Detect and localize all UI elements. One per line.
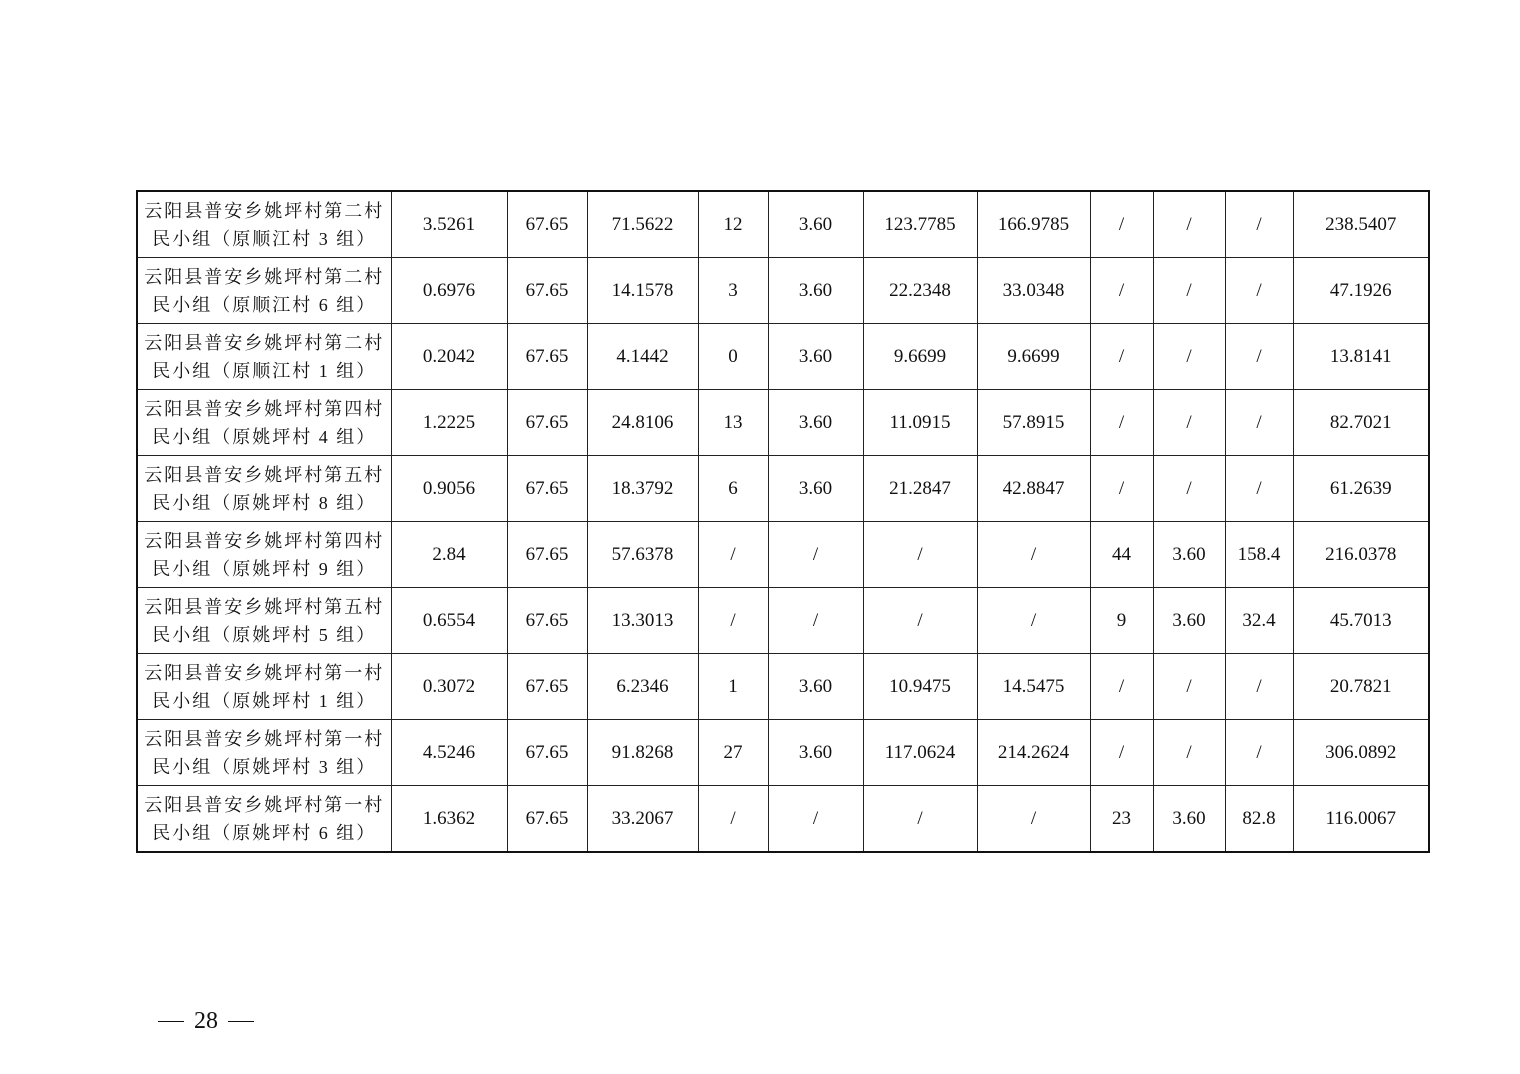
village-group-name-line: 云阳县普安乡姚坪村第四村 xyxy=(144,398,385,419)
table-cell: 116.0067 xyxy=(1293,786,1429,853)
table-cell: 3.5261 xyxy=(391,191,507,258)
table-cell: 216.0378 xyxy=(1293,522,1429,588)
table-cell: / xyxy=(977,588,1090,654)
table-cell: 47.1926 xyxy=(1293,258,1429,324)
village-group-name-cell xyxy=(137,720,391,786)
footer-dash-right xyxy=(228,1021,254,1023)
table-cell: 10.9475 xyxy=(863,654,977,720)
table-cell: / xyxy=(977,522,1090,588)
table-cell: / xyxy=(698,522,768,588)
village-group-name-line: 云阳县普安乡姚坪村第一村 xyxy=(144,794,385,815)
table-cell: 0 xyxy=(698,324,768,390)
table-row xyxy=(137,191,1429,258)
table-cell: 0.9056 xyxy=(391,456,507,522)
table-cell: 3.60 xyxy=(768,720,863,786)
page-footer xyxy=(158,1008,254,1035)
table-cell: / xyxy=(768,588,863,654)
table-row xyxy=(137,258,1429,324)
table-cell: 11.0915 xyxy=(863,390,977,456)
table-cell: / xyxy=(1225,456,1293,522)
village-group-name-line: 民小组（原姚坪村 8 组） xyxy=(152,492,377,513)
table-cell: 1.2225 xyxy=(391,390,507,456)
village-group-name-cell xyxy=(137,654,391,720)
table-cell: / xyxy=(863,588,977,654)
village-group-name-line: 民小组（原姚坪村 4 组） xyxy=(152,426,377,447)
table-cell: / xyxy=(1153,258,1225,324)
table-cell: 67.65 xyxy=(507,390,587,456)
table-cell: 117.0624 xyxy=(863,720,977,786)
village-group-name-line: 云阳县普安乡姚坪村第二村 xyxy=(144,332,385,353)
village-group-name-line: 云阳县普安乡姚坪村第五村 xyxy=(144,596,385,617)
table-cell: 158.4 xyxy=(1225,522,1293,588)
village-group-name-cell xyxy=(137,324,391,390)
table-cell: 32.4 xyxy=(1225,588,1293,654)
table-cell: / xyxy=(698,786,768,853)
footer-dash-left xyxy=(158,1021,184,1023)
village-group-name-cell xyxy=(137,786,391,853)
table-cell: / xyxy=(1090,720,1153,786)
village-group-name-cell xyxy=(137,191,391,258)
table-cell: 27 xyxy=(698,720,768,786)
table-cell: 82.8 xyxy=(1225,786,1293,853)
village-group-name-line: 云阳县普安乡姚坪村第二村 xyxy=(144,200,385,221)
table-row xyxy=(137,456,1429,522)
table-cell: 91.8268 xyxy=(587,720,698,786)
table-cell: 71.5622 xyxy=(587,191,698,258)
table-cell: 14.5475 xyxy=(977,654,1090,720)
table-cell: / xyxy=(1225,324,1293,390)
village-group-name-cell xyxy=(137,456,391,522)
table-cell: / xyxy=(1090,456,1153,522)
table-cell: / xyxy=(1090,324,1153,390)
table-cell: 9.6699 xyxy=(977,324,1090,390)
village-group-name-line: 民小组（原姚坪村 1 组） xyxy=(152,690,377,711)
table-cell: 3.60 xyxy=(768,456,863,522)
table-cell: / xyxy=(863,786,977,853)
table-cell: 44 xyxy=(1090,522,1153,588)
table-cell: / xyxy=(698,588,768,654)
table-cell: 67.65 xyxy=(507,654,587,720)
table-cell: 67.65 xyxy=(507,522,587,588)
table-cell: 238.5407 xyxy=(1293,191,1429,258)
table-cell: 67.65 xyxy=(507,786,587,853)
village-group-name-line: 民小组（原姚坪村 5 组） xyxy=(152,624,377,645)
table-cell: 67.65 xyxy=(507,324,587,390)
table-cell: / xyxy=(1153,324,1225,390)
table-cell: / xyxy=(863,522,977,588)
table-cell: 67.65 xyxy=(507,258,587,324)
village-group-name-line: 民小组（原姚坪村 9 组） xyxy=(152,558,377,579)
table-cell: / xyxy=(1153,654,1225,720)
village-group-name-cell xyxy=(137,258,391,324)
village-group-name-line: 民小组（原顺江村 6 组） xyxy=(152,294,377,315)
table-cell: 0.6554 xyxy=(391,588,507,654)
table-cell: / xyxy=(768,522,863,588)
table-cell: 9.6699 xyxy=(863,324,977,390)
table-cell: / xyxy=(768,786,863,853)
table-cell: 3.60 xyxy=(768,324,863,390)
table-row xyxy=(137,588,1429,654)
table-cell: 57.6378 xyxy=(587,522,698,588)
table-cell: 4.5246 xyxy=(391,720,507,786)
table-cell: 0.6976 xyxy=(391,258,507,324)
table-cell: 1 xyxy=(698,654,768,720)
table-cell: 0.3072 xyxy=(391,654,507,720)
table-cell: 4.1442 xyxy=(587,324,698,390)
table-cell: / xyxy=(1225,720,1293,786)
table-cell: 67.65 xyxy=(507,720,587,786)
table-cell: 57.8915 xyxy=(977,390,1090,456)
table-cell: / xyxy=(977,786,1090,853)
table-cell: 1.6362 xyxy=(391,786,507,853)
table-cell: 33.2067 xyxy=(587,786,698,853)
table-cell: 12 xyxy=(698,191,768,258)
table-cell: / xyxy=(1153,720,1225,786)
table-cell: / xyxy=(1153,191,1225,258)
table-row xyxy=(137,390,1429,456)
village-group-name-cell xyxy=(137,522,391,588)
table-cell: / xyxy=(1225,191,1293,258)
table-cell: 67.65 xyxy=(507,588,587,654)
table-cell: 3.60 xyxy=(768,258,863,324)
table-cell: 3.60 xyxy=(768,390,863,456)
village-group-name-line: 民小组（原顺江村 3 组） xyxy=(152,228,377,249)
table-cell: 3.60 xyxy=(1153,588,1225,654)
village-group-name-cell xyxy=(137,588,391,654)
village-group-name-line: 民小组（原姚坪村 6 组） xyxy=(152,822,377,843)
table-cell: 45.7013 xyxy=(1293,588,1429,654)
village-group-name-line: 云阳县普安乡姚坪村第四村 xyxy=(144,530,385,551)
table-row xyxy=(137,720,1429,786)
compensation-table xyxy=(136,190,1430,853)
table-row xyxy=(137,522,1429,588)
table-cell: 21.2847 xyxy=(863,456,977,522)
village-group-name-line: 民小组（原姚坪村 3 组） xyxy=(152,756,377,777)
table-cell: 3.60 xyxy=(1153,522,1225,588)
page-number: 28 xyxy=(194,1008,218,1034)
table-cell: 14.1578 xyxy=(587,258,698,324)
table-row xyxy=(137,324,1429,390)
table-cell: 24.8106 xyxy=(587,390,698,456)
table-cell: 306.0892 xyxy=(1293,720,1429,786)
table-cell: / xyxy=(1090,390,1153,456)
table-cell: 6.2346 xyxy=(587,654,698,720)
table-cell: 3.60 xyxy=(768,654,863,720)
table-row xyxy=(137,654,1429,720)
table-cell: / xyxy=(1225,390,1293,456)
village-group-name-line: 民小组（原顺江村 1 组） xyxy=(152,360,377,381)
table-cell: 13 xyxy=(698,390,768,456)
table-cell: 20.7821 xyxy=(1293,654,1429,720)
table-cell: 2.84 xyxy=(391,522,507,588)
village-group-name-line: 云阳县普安乡姚坪村第一村 xyxy=(144,728,385,749)
table-cell: 61.2639 xyxy=(1293,456,1429,522)
table-cell: 9 xyxy=(1090,588,1153,654)
table-cell: 18.3792 xyxy=(587,456,698,522)
table-cell: 67.65 xyxy=(507,191,587,258)
village-group-name-cell xyxy=(137,390,391,456)
table-cell: 22.2348 xyxy=(863,258,977,324)
table-cell: / xyxy=(1090,258,1153,324)
table-cell: 67.65 xyxy=(507,456,587,522)
table-cell: 6 xyxy=(698,456,768,522)
table-cell: / xyxy=(1225,258,1293,324)
table-cell: 3.60 xyxy=(768,191,863,258)
village-group-name-line: 云阳县普安乡姚坪村第一村 xyxy=(144,662,385,683)
village-group-name-line: 云阳县普安乡姚坪村第五村 xyxy=(144,464,385,485)
table-cell: 23 xyxy=(1090,786,1153,853)
table-cell: 3 xyxy=(698,258,768,324)
table-cell: 3.60 xyxy=(1153,786,1225,853)
table-cell: 13.3013 xyxy=(587,588,698,654)
table-row xyxy=(137,786,1429,853)
table-cell: 123.7785 xyxy=(863,191,977,258)
table-cell: 33.0348 xyxy=(977,258,1090,324)
table-cell: / xyxy=(1090,191,1153,258)
table-cell: 166.9785 xyxy=(977,191,1090,258)
table-cell: 214.2624 xyxy=(977,720,1090,786)
table-cell: 0.2042 xyxy=(391,324,507,390)
table-cell: / xyxy=(1090,654,1153,720)
table-cell: / xyxy=(1153,456,1225,522)
table-cell: 42.8847 xyxy=(977,456,1090,522)
table-cell: 13.8141 xyxy=(1293,324,1429,390)
table-cell: / xyxy=(1153,390,1225,456)
village-group-name-line: 云阳县普安乡姚坪村第二村 xyxy=(144,266,385,287)
table-body xyxy=(137,191,1429,852)
table-cell: 82.7021 xyxy=(1293,390,1429,456)
table-cell: / xyxy=(1225,654,1293,720)
